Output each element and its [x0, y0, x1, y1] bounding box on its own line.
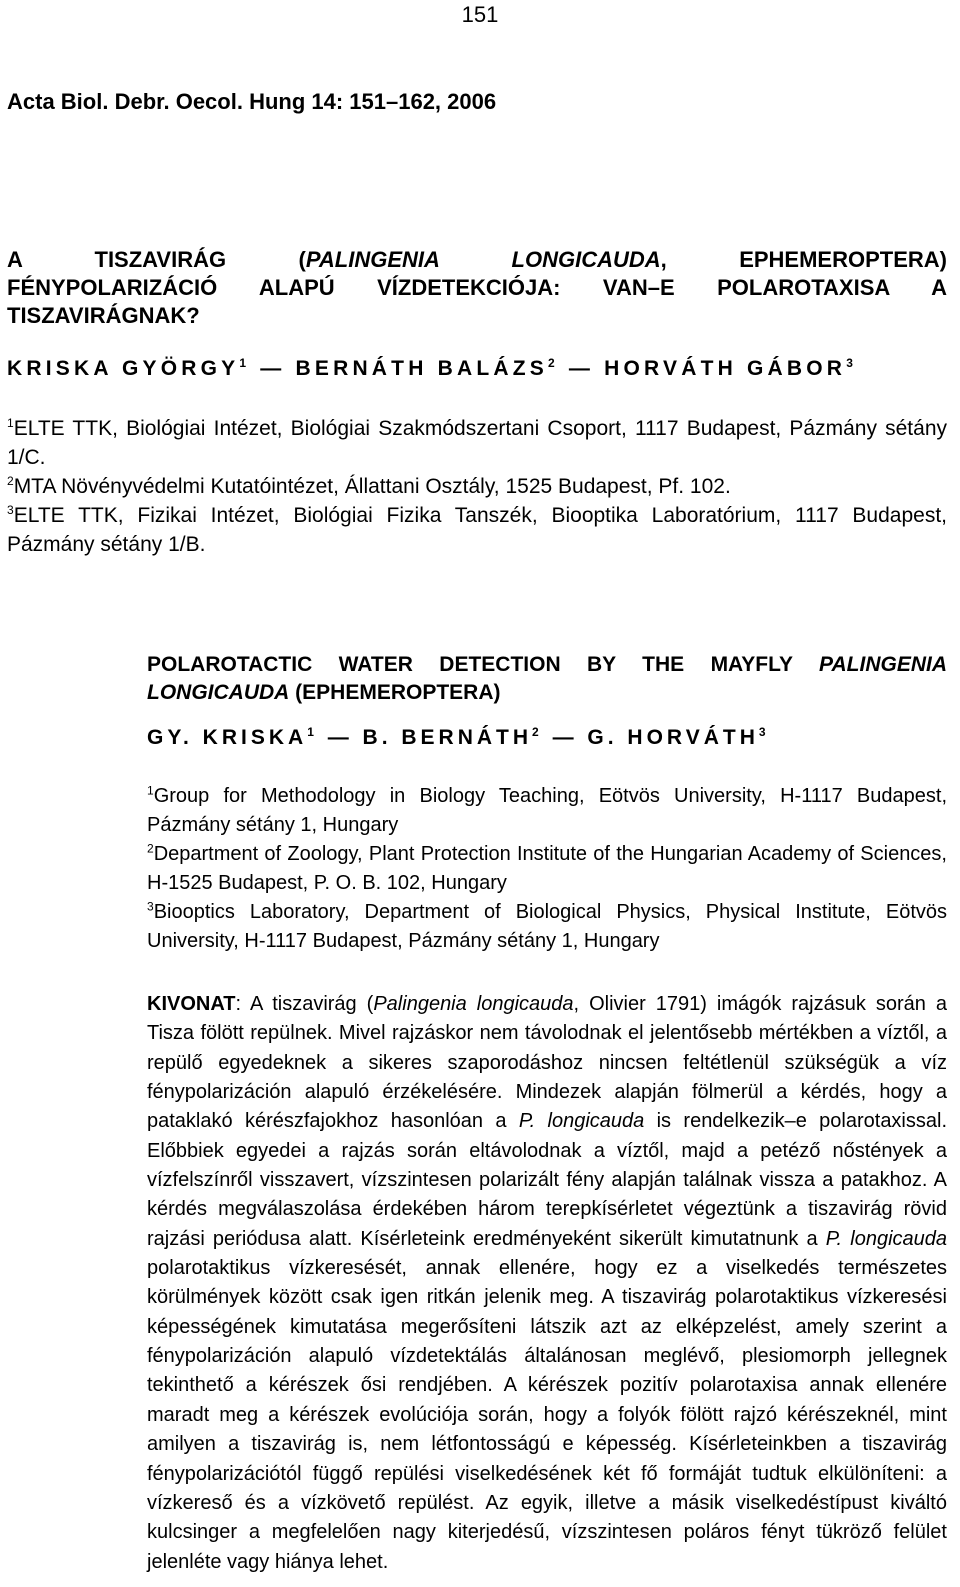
author-horvath: HORVÁTH GÁBOR — [604, 357, 847, 380]
author-kriska: KRISKA GYÖRGY — [7, 357, 240, 380]
affiliation-2: $^2$MTA Növényvédelmi Kutatóintézet, Állattani Osztály, 1525 Budapest, Pf. 102. — [7, 474, 731, 498]
journal-citation: Acta Biol. Debr. Oecol. Hung 14: 151–162, 2006 — [7, 89, 497, 114]
abstract-label: KIVONAT — [147, 993, 236, 1015]
hungarian-title-line-3: TISZAVIRÁGNAK? — [7, 303, 200, 328]
english-title-line-1: POLAROTACTIC WATER DETECTION BY THE MAYFLY PALINGENIA — [147, 653, 947, 676]
author-bernath: BERNÁTH BALÁZS — [295, 357, 548, 380]
hungarian-authors: KRISKA GYÖRGY$^1$ — BERNÁTH BALÁZS$^2$ — HORVÁTH GÁBOR$^3$ — [7, 356, 858, 380]
species-name: PALINGENIA LONGICAUDA — [305, 247, 661, 272]
en-affiliation-1: $^1$Group for Methodology in Biology Teaching, Eötvös University, H-1117 Budapest, Pázmány sétány 1, Hungary — [147, 783, 947, 836]
affiliation-3: $^3$ELTE TTK, Fizikai Intézet, Biológiai Fizika Tanszék, Biooptika Laboratórium, 1117 Budapest, Pázmány sétány 1/B. — [7, 503, 947, 556]
hungarian-title-line-2: FÉNYPOLARIZÁCIÓ ALAPÚ VÍZDETEKCIÓJA: VAN–E POLAROTAXISA A — [7, 275, 947, 300]
hungarian-title-line-1: A TISZAVIRÁG (PALINGENIA LONGICAUDA, EPHEMEROPTERA) — [7, 247, 947, 272]
english-affiliations — [147, 782, 947, 956]
abstract-text: KIVONAT: A tiszavirág (Palingenia longicauda, Olivier 1791) imágók rajzásuk során a Tisza fölött repülnek. Mivel rajzáskor nem távolodnak el jelentősebb mértékben a víztől, a repülő egyedeknek a sikeres szaporodáshoz nincsen feltétlenül szükségük a víz fénypolarizáción alapuló érzékelésére. Mindezek alapján fölmerül a kérdés, hogy a pataklakó kérészfajokhoz hasonlóan a P. longicauda is rendelkezik–e polarotaxissal. Előbbiek egyedei a rajzás során eltávolodnak a víztől, majd a petéző nőstények a vízfelszínről visszavert, vízszintesen polarizált fény alapján találnak vissza a patakhoz. A kérdés megválaszolása érdekében három terepkísérletet végeztünk a tiszavirág rövid rajzási periódusa alatt. Kísérleteink eredményeként sikerült kimutatnunk a P. longicauda polarotaktikus vízkeresését, annak ellenére, hogy ez a viselkedés természetes körülmények között csak igen ritkán jelenik meg. A tiszavirág polarotaktikus vízkeresési képességének kimutatása megerősíteni látszik azt az elképzelést, amely szerint a fénypolarizáción alapuló vízdetektálás általánosan meglévő, plesiomorph jellegnek tekinthető a kérészek ősi rendjében. A kérészek pozitív polarotaxisa annak ellenére maradt meg a kérészek evolúciója során, hogy a folyók fölött rajzó kérészeknél, mint amilyen a tiszavirág is, nem létfontosságú e képesség. Kísérleteinkben a tiszavirág fénypolarizációtól függő repülési viselkedésének két fő formáját tudtuk elkülöníteni: a vízkereső és a vízkövető repülést. Az egyik, illetve a másik viselkedéstípust kiváltó kulcsinger a megfelelően nagy kiterjedésű, vízszintesen poláros fényt tükröző felület jelenléte vagy hiánya lehet. — [147, 993, 948, 1573]
en-affiliation-3: $^3$Biooptics Laboratory, Department of Biological Physics, Physical Institute, Eötvös University, H-1117 Budapest, Pázmány sétány 1, Hungary — [147, 899, 947, 952]
page-number: 151 — [461, 2, 499, 27]
english-title — [147, 651, 947, 707]
en-affiliation-2: $^2$Department of Zoology, Plant Protection Institute of the Hungarian Academy of Sciences, H-1525 Budapest, P. O. B. 102, Hungary — [147, 841, 947, 894]
affiliation-1: $^1$ELTE TTK, Biológiai Intézet, Biológiai Szakmódszertani Csoport, 1117 Budapest, Pázmány sétány 1/C. — [7, 416, 947, 469]
hungarian-affiliations — [7, 414, 947, 559]
english-title-line-2: LONGICAUDA (EPHEMEROPTERA) — [147, 681, 501, 704]
english-authors: GY. KRISKA$^1$ — B. BERNÁTH$^2$ — G. HORVÁTH$^3$ — [147, 725, 770, 749]
abstract — [147, 990, 947, 1577]
hungarian-title — [7, 246, 947, 330]
